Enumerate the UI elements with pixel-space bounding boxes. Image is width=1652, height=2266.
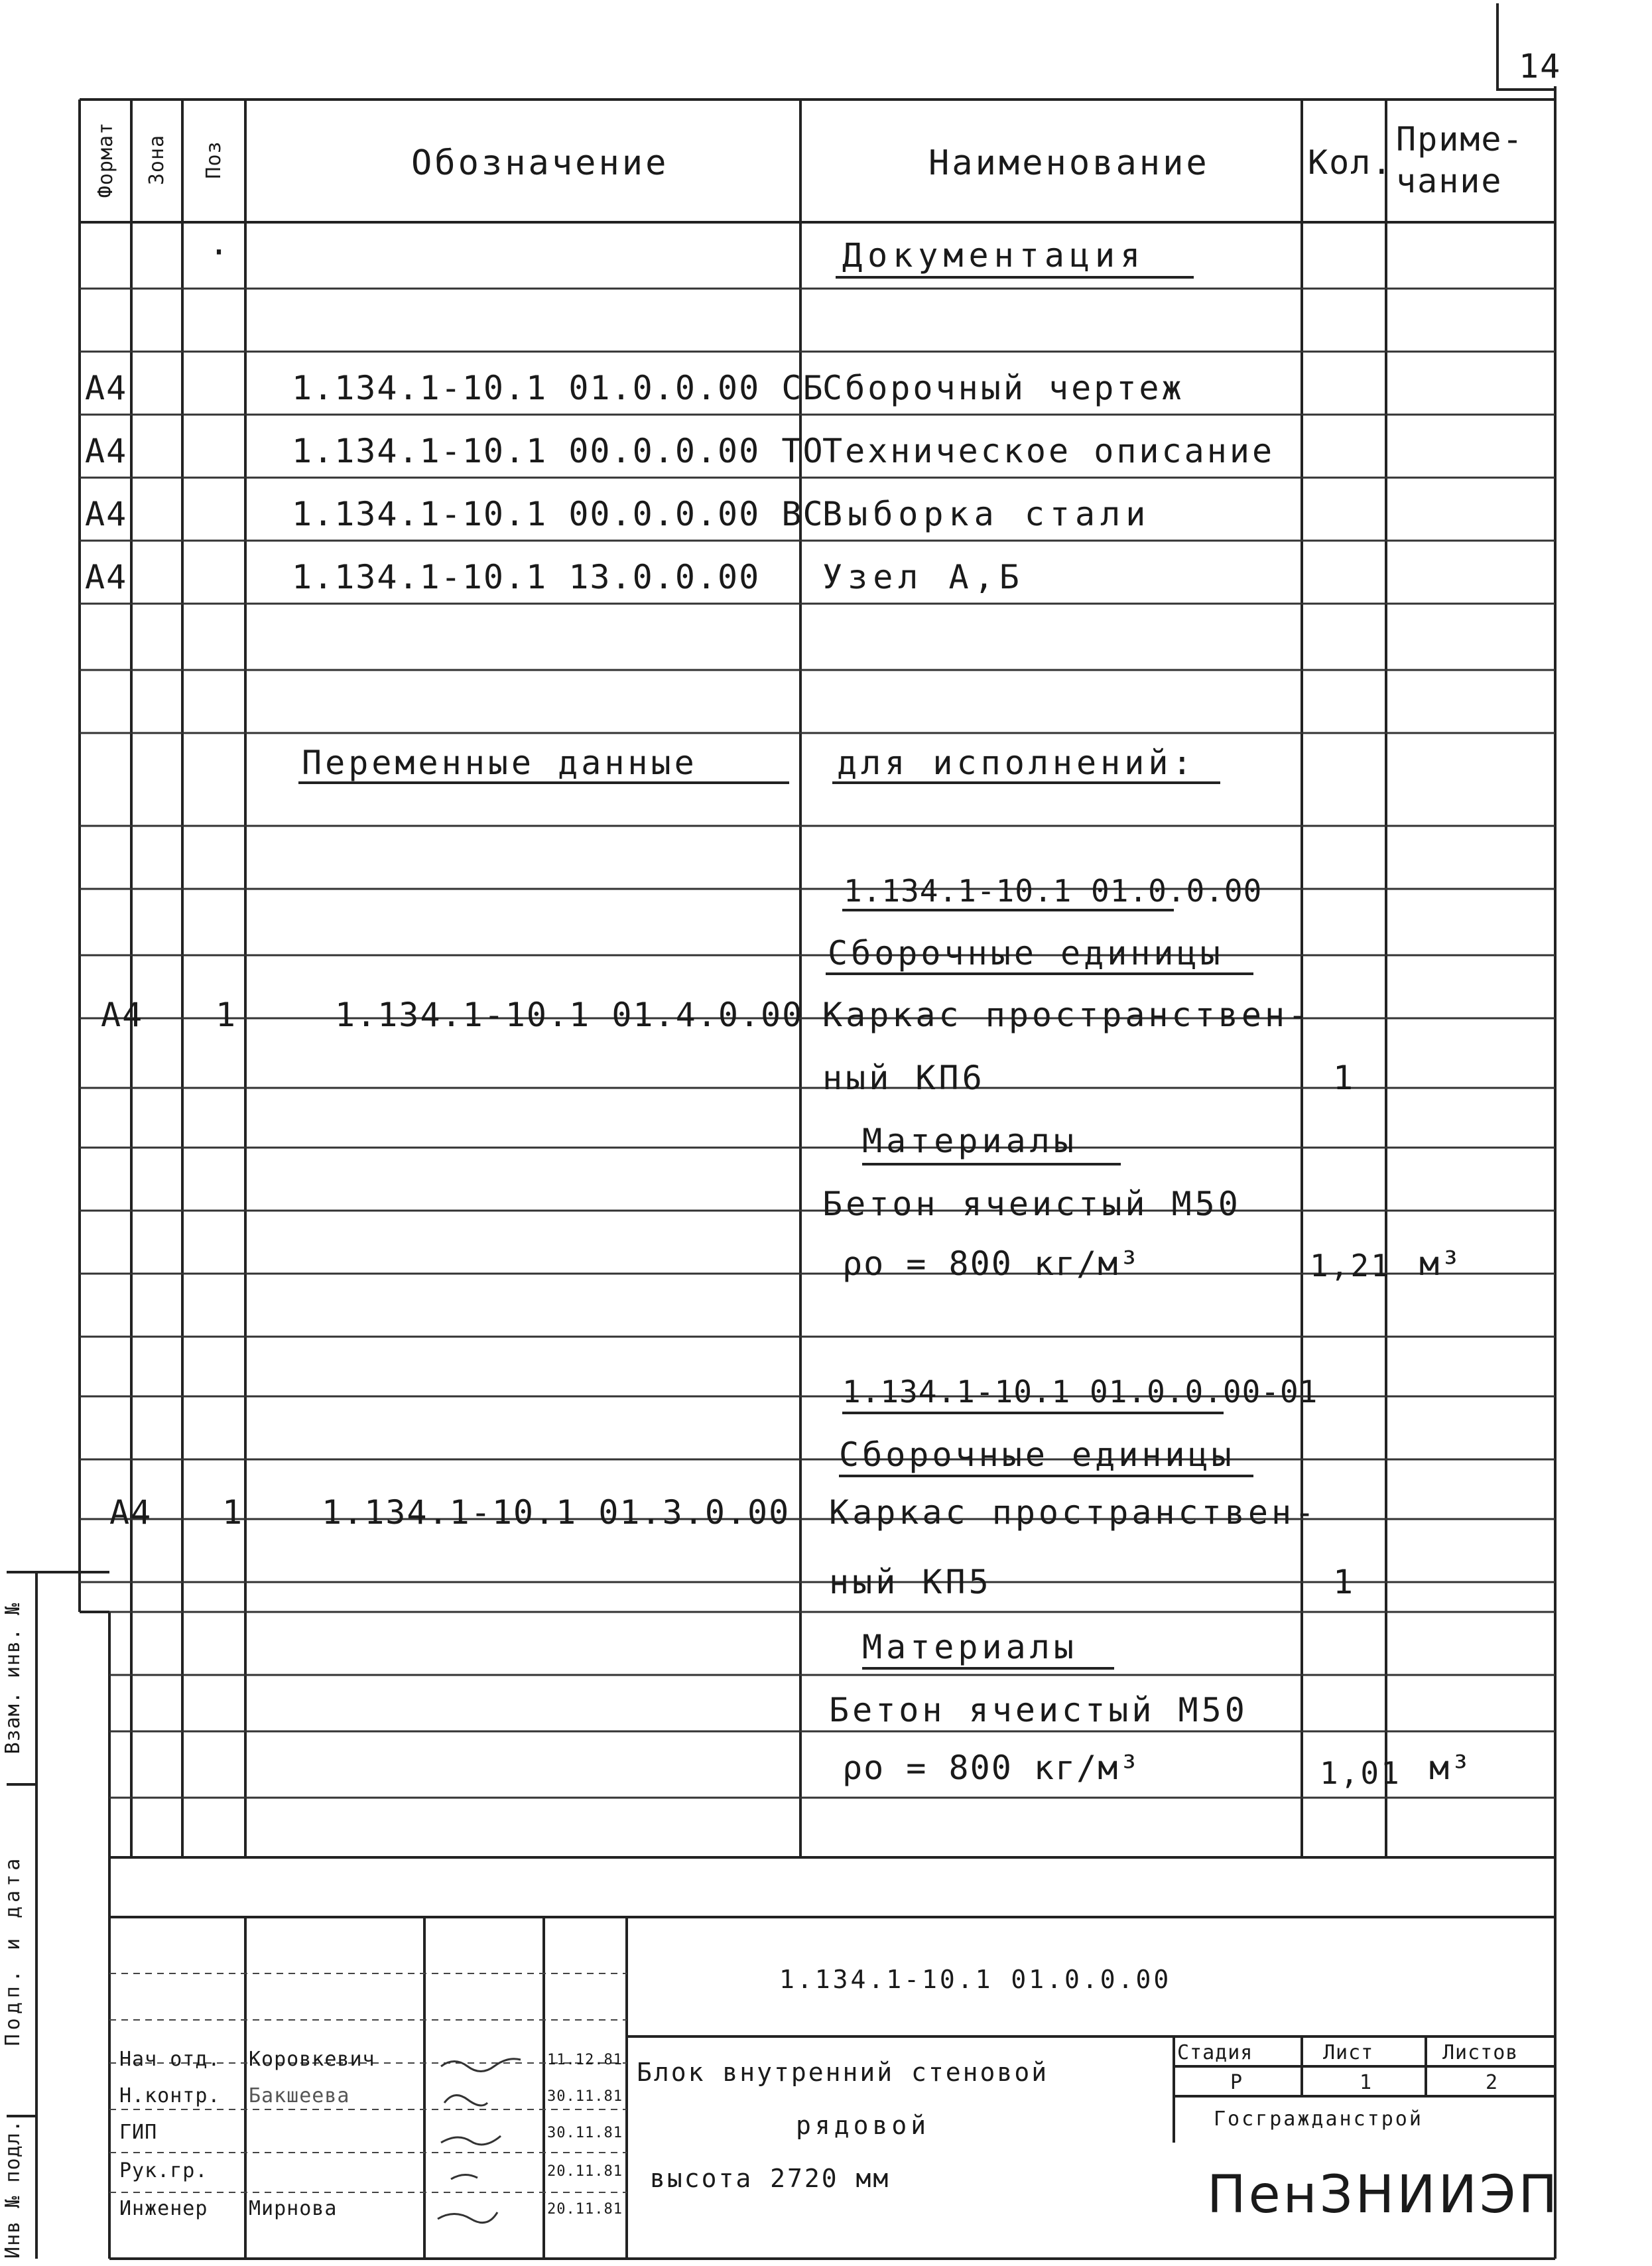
- sheet-value: 1: [1360, 2071, 1373, 2094]
- staff-role-2: Н.контр.: [119, 2084, 221, 2107]
- variant1-material-line1: Бетон ячеистый М50: [822, 1185, 1241, 1223]
- variant2-material-line1: Бетон ячеистый М50: [829, 1691, 1248, 1729]
- sheets-label: Листов: [1442, 2041, 1519, 2064]
- variable-heading-right: для исполнений:: [837, 744, 1196, 782]
- variant1-name-line1: Каркас пространствен-: [822, 996, 1312, 1034]
- margin-sign-date: Подп. и дата: [1, 1854, 25, 2046]
- staff-date-1: 11.12.81: [547, 2052, 623, 2068]
- sheet-number: 14: [1519, 47, 1562, 86]
- variant2-designation: 1.134.1-10.1 01.3.0.00: [322, 1493, 791, 1532]
- variable-heading-left: Переменные данные: [302, 744, 698, 782]
- signature-2: [444, 2096, 487, 2105]
- variant2-assemblies: Сборочные единицы: [839, 1435, 1235, 1474]
- variant1-designation: 1.134.1-10.1 01.4.0.00: [335, 996, 804, 1034]
- sheets-value: 2: [1486, 2071, 1499, 2094]
- variant1-material-line2: ρо = 800 кг/м³: [842, 1244, 1141, 1283]
- staff-role-4: Рук.гр.: [119, 2159, 208, 2182]
- doc4-format: А4: [85, 558, 128, 596]
- staff-date-2: 30.11.81: [547, 2088, 623, 2105]
- staff-date-3: 30.11.81: [547, 2125, 623, 2141]
- institute-name: ПенЗНИИЭП: [1207, 2165, 1560, 2225]
- staff-role-1: Нач отд.: [119, 2048, 221, 2071]
- variant2-qty: 1: [1333, 1563, 1355, 1601]
- variant1-material-unit: м³: [1419, 1244, 1462, 1283]
- title-line2: рядовой: [796, 2111, 930, 2140]
- title-line3: высота 2720 мм: [650, 2164, 891, 2193]
- header-note-line2: чание: [1396, 162, 1503, 200]
- variant1-materials: Материалы: [862, 1122, 1078, 1160]
- staff-name-1: Коровкевич: [249, 2048, 375, 2071]
- title-block-doc-code: 1.134.1-10.1 01.0.0.00: [779, 1965, 1172, 1994]
- doc3-name: Выборка стали: [822, 495, 1151, 533]
- staff-date-5: 20.11.81: [547, 2201, 623, 2218]
- staff-role-3: ГИП: [119, 2121, 158, 2144]
- doc2-format: А4: [85, 432, 128, 470]
- signature-3: [441, 2136, 501, 2145]
- margin-inv-no: Инв № подл.: [1, 2119, 25, 2259]
- signature-1: [441, 2059, 521, 2072]
- doc3-format: А4: [85, 495, 128, 533]
- signature-5: [438, 2212, 497, 2223]
- variant2-format: А4: [109, 1493, 153, 1532]
- header-pos: Поз: [202, 141, 225, 179]
- variant2-material-qty: 1,01: [1320, 1755, 1401, 1791]
- doc2-designation: 1.134.1-10.1 00.0.0.00 ТО: [292, 432, 824, 470]
- header-zone: Зона: [145, 134, 168, 186]
- header-qty: Кол.: [1308, 143, 1393, 182]
- variant2-material-line2: ρо = 800 кг/м³: [842, 1749, 1141, 1787]
- doc1-format: А4: [85, 369, 128, 407]
- variant1-pos: 1: [216, 996, 237, 1034]
- doc-pos-mark: ·: [209, 233, 231, 271]
- variant2-materials: Материалы: [862, 1628, 1078, 1666]
- header-format: Формат: [94, 121, 117, 198]
- staff-date-4: 20.11.81: [547, 2163, 623, 2180]
- title-line1: Блок внутренний стеновой: [637, 2058, 1049, 2087]
- doc1-designation: 1.134.1-10.1 01.0.0.00 СБ: [292, 369, 824, 407]
- stage-value: Р: [1230, 2071, 1243, 2094]
- variant1-qty: 1: [1333, 1059, 1355, 1097]
- header-note-line1: Приме-: [1396, 120, 1524, 159]
- signature-4: [451, 2174, 477, 2179]
- doc1-name: Сборочный чертеж: [822, 369, 1184, 407]
- sheet-label: Лист: [1323, 2041, 1374, 2064]
- doc4-name: Узел А,Б: [822, 558, 1025, 596]
- header-name: Наименование: [928, 143, 1210, 183]
- variant1-format: А4: [101, 996, 144, 1034]
- doc4-designation: 1.134.1-10.1 13.0.0.00: [292, 558, 761, 596]
- variant2-code: 1.134.1-10.1 01.0.0.00-01: [842, 1374, 1318, 1410]
- variant2-material-unit: м³: [1429, 1749, 1472, 1787]
- staff-role-5: Инженер: [119, 2197, 208, 2220]
- stage-label: Стадия: [1177, 2041, 1253, 2064]
- variant1-assemblies: Сборочные единицы: [828, 934, 1224, 972]
- doc2-name: Техническое описание: [822, 432, 1275, 470]
- variant2-name-line1: Каркас пространствен-: [829, 1493, 1318, 1532]
- staff-name-5: Мирнова: [249, 2197, 338, 2220]
- variant1-name-line2: ный КП6: [822, 1059, 985, 1097]
- staff-name-2: Бакшеева: [249, 2084, 350, 2107]
- variant2-pos: 1: [222, 1493, 244, 1532]
- org-name: Госгражданстрой: [1214, 2107, 1423, 2131]
- header-designation: Обозначение: [411, 143, 669, 183]
- variant1-material-qty: 1,21: [1310, 1248, 1391, 1284]
- doc3-designation: 1.134.1-10.1 00.0.0.00 ВС: [292, 495, 824, 533]
- margin-replace-inv: Взам. инв. №: [1, 1602, 25, 1755]
- variant1-code: 1.134.1-10.1 01.0.0.00: [844, 873, 1263, 909]
- documentation-title: Документация: [842, 236, 1146, 275]
- variant2-name-line2: ный КП5: [829, 1563, 992, 1601]
